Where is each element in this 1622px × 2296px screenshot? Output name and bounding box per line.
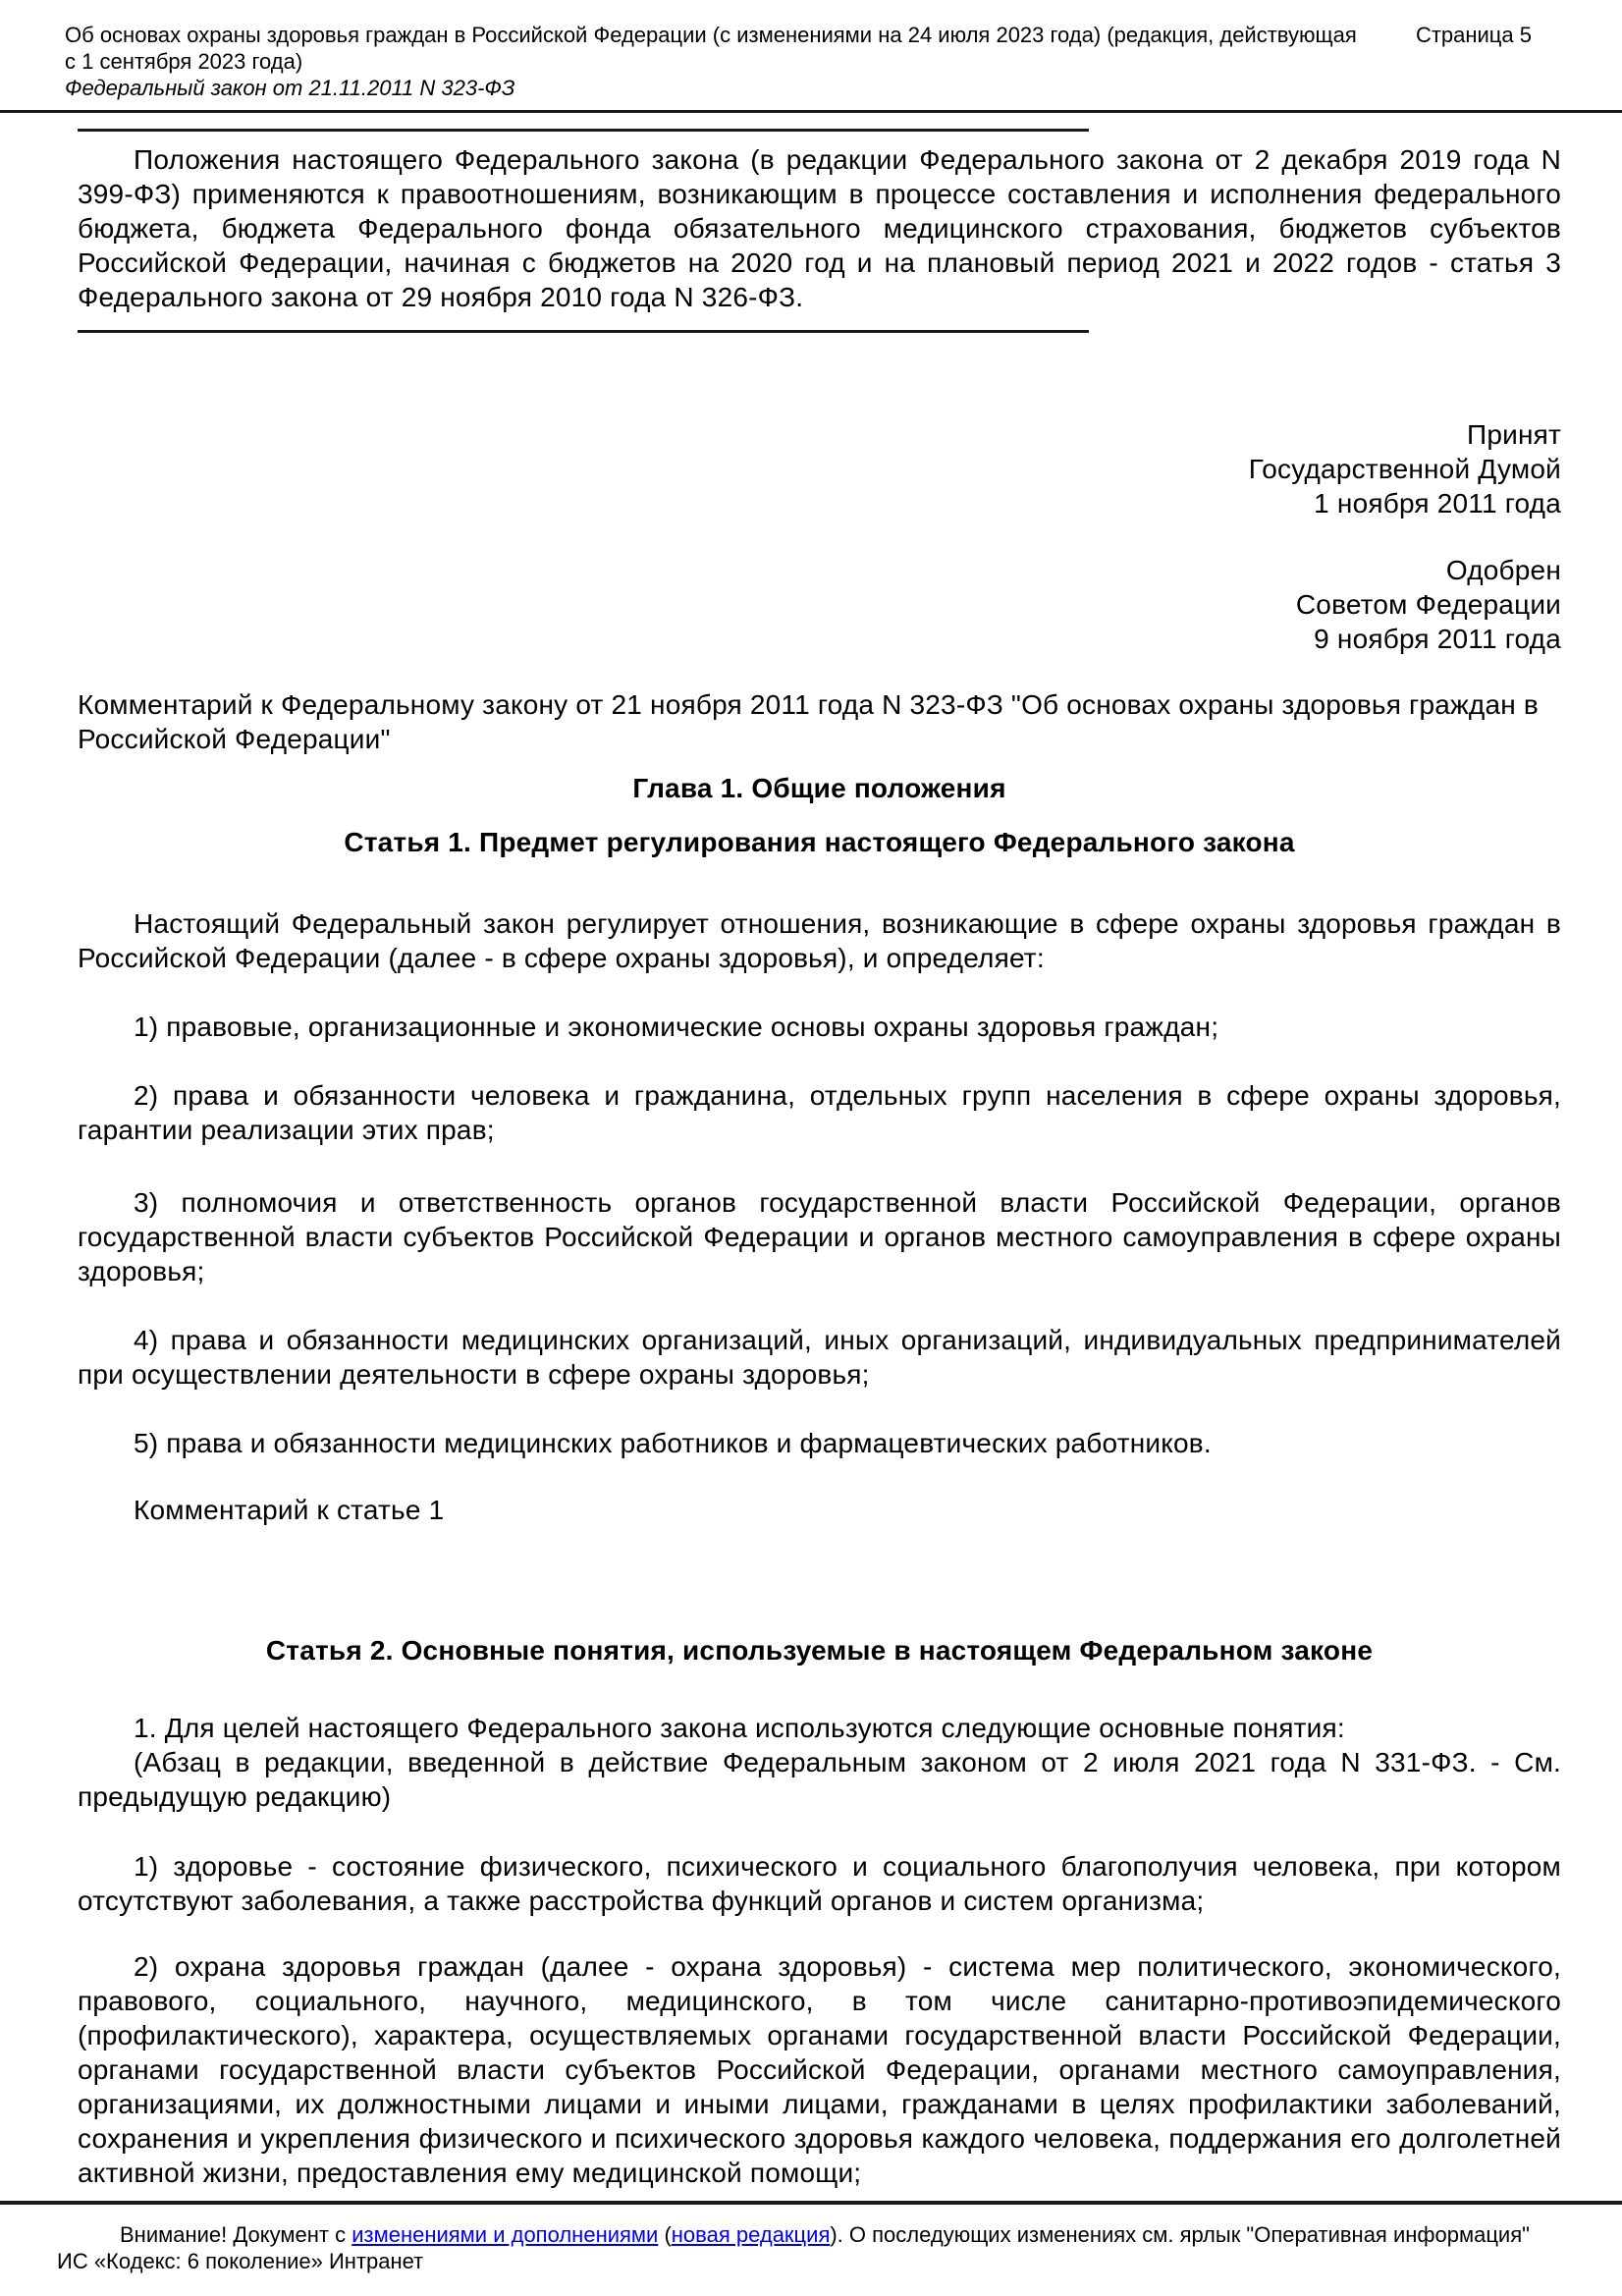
approved-block bbox=[78, 553, 1561, 656]
new-edition-link[interactable]: новая редакция bbox=[671, 2222, 831, 2247]
approved-line-3: 9 ноября 2011 года bbox=[1314, 624, 1561, 654]
adopted-line-2: Государственной Думой bbox=[1248, 454, 1561, 484]
article-1-intro: Настоящий Федеральный закон регулирует отношения, возникающие в сфере охраны здоровья граждан в Российской Федерации (далее - в сфере охраны здоровья), и определяет: bbox=[78, 908, 1561, 973]
adopted-line-3: 1 ноября 2011 года bbox=[1314, 488, 1561, 519]
document-title-block bbox=[65, 22, 1377, 101]
article-1-item-4: 4) права и обязанности медицинских организаций, иных организаций, индивидуальных предпринимателей при осуществлении деятельности в сфере охраны здоровья; bbox=[78, 1325, 1561, 1390]
adopted-block bbox=[78, 417, 1561, 520]
document-title-line-1: Об основах охраны здоровья граждан в Российской Федерации (с изменениями на 24 июля 2023 года) (редакция, действующая bbox=[65, 23, 1357, 47]
note-bottom-divider bbox=[78, 330, 1089, 333]
document-body bbox=[0, 129, 1622, 2190]
approved-line-2: Советом Федерации bbox=[1295, 589, 1561, 620]
footer-divider bbox=[0, 2201, 1622, 2205]
footer-notice-mid: ( bbox=[658, 2222, 672, 2247]
note-paragraph: Положения настоящего Федерального закона (в редакции Федерального закона от 2 декабря 2019 года N 399-ФЗ) применяются к правоотношениям, возникающим в процессе составления и исполнения федерального бюджета, бюджета Федерального фонда обязательного медицинского страхования, бюджетов субъектов Российской Федерации, начиная с бюджетов на 2020 год и на плановый период 2021 и 2022 годов - статья 3 Федерального закона от 29 ноября 2010 года N 326-ФЗ. bbox=[78, 144, 1561, 312]
footer-notice bbox=[57, 2221, 1565, 2248]
article-1-item-3: 3) полномочия и ответственность органов государственной власти Российской Федерации, органов государственной власти субъектов Российской Федерации и органов местного самоуправления в сфере охраны здоровья; bbox=[78, 1187, 1561, 1286]
header-divider bbox=[0, 110, 1622, 113]
approved-line-1: Одобрен bbox=[1445, 555, 1561, 585]
article-1-item-1: 1) правовые, организационные и экономические основы охраны здоровья граждан; bbox=[134, 1011, 1219, 1042]
document-title-line-2: с 1 сентября 2023 года) bbox=[65, 49, 303, 74]
article-2-item-1: 1) здоровье - состояние физического, психического и социального благополучия человека, при котором отсутствуют заболевания, а также расстройства функций органов и систем организма; bbox=[78, 1851, 1561, 1916]
chapter-1-heading: Глава 1. Общие положения bbox=[632, 773, 1006, 803]
note-top-divider bbox=[78, 129, 1089, 132]
article-2-editorial-note: (Абзац в редакции, введенной в действие Федеральным законом от 2 июля 2021 года N 331-ФЗ. - См. предыдущую редакцию) bbox=[78, 1747, 1561, 1812]
editorial-note-block bbox=[78, 129, 1561, 333]
footer-notice-suffix: ). О последующих изменениях см. ярлык "Оперативная информация" bbox=[830, 2222, 1530, 2247]
article-1-item-5: 5) права и обязанности медицинских работников и фармацевтических работников. bbox=[134, 1428, 1212, 1458]
page-number-label: Страница 5 bbox=[1415, 23, 1532, 47]
document-subtitle: Федеральный закон от 21.11.2011 N 323-ФЗ bbox=[65, 76, 515, 100]
footer-notice-prefix: Внимание! Документ с bbox=[120, 2222, 352, 2247]
law-commentary-paragraph: Комментарий к Федеральному закону от 21 ноября 2011 года N 323-ФЗ "Об основах охраны здоровья граждан в Российской Федерации" bbox=[78, 689, 1539, 754]
article-1-item-2: 2) права и обязанности человека и гражданина, отдельных групп населения в сфере охраны здоровья, гарантии реализации этих прав; bbox=[78, 1080, 1561, 1145]
article-2-intro: 1. Для целей настоящего Федерального закона используются следующие основные понятия: bbox=[134, 1713, 1345, 1743]
document-footer bbox=[0, 2201, 1622, 2274]
article-2-heading: Статья 2. Основные понятия, используемые в настоящем Федеральном законе bbox=[265, 1635, 1374, 1666]
article-2-item-2: 2) охрана здоровья граждан (далее - охрана здоровья) - система мер политического, экономического, правового, социального, научного, медицинского, в том числе санитарно-противоэпидемического (профилактического), характера, осуществляемых органами государственной власти Российской Федерации, органами государственной власти субъектов Российской Федерации, органами местного самоуправления, организациями, их должностными лицами и иными лицами, гражданами в целях профилактики заболеваний, сохранения и укрепления физического и психического здоровья каждого человека, поддержания его долголетней активной жизни, предоставления ему медицинской помощи; bbox=[78, 1951, 1561, 2188]
amendments-link[interactable]: изменениями и дополнениями bbox=[351, 2222, 659, 2247]
document-header bbox=[0, 0, 1622, 101]
adopted-line-1: Принят bbox=[1467, 419, 1561, 450]
article-1-comment: Комментарий к статье 1 bbox=[134, 1495, 445, 1525]
footer-source: ИС «Кодекс: 6 поколение» Интранет bbox=[57, 2249, 424, 2273]
article-1-heading: Статья 1. Предмет регулирования настоящего Федерального закона bbox=[344, 827, 1295, 857]
